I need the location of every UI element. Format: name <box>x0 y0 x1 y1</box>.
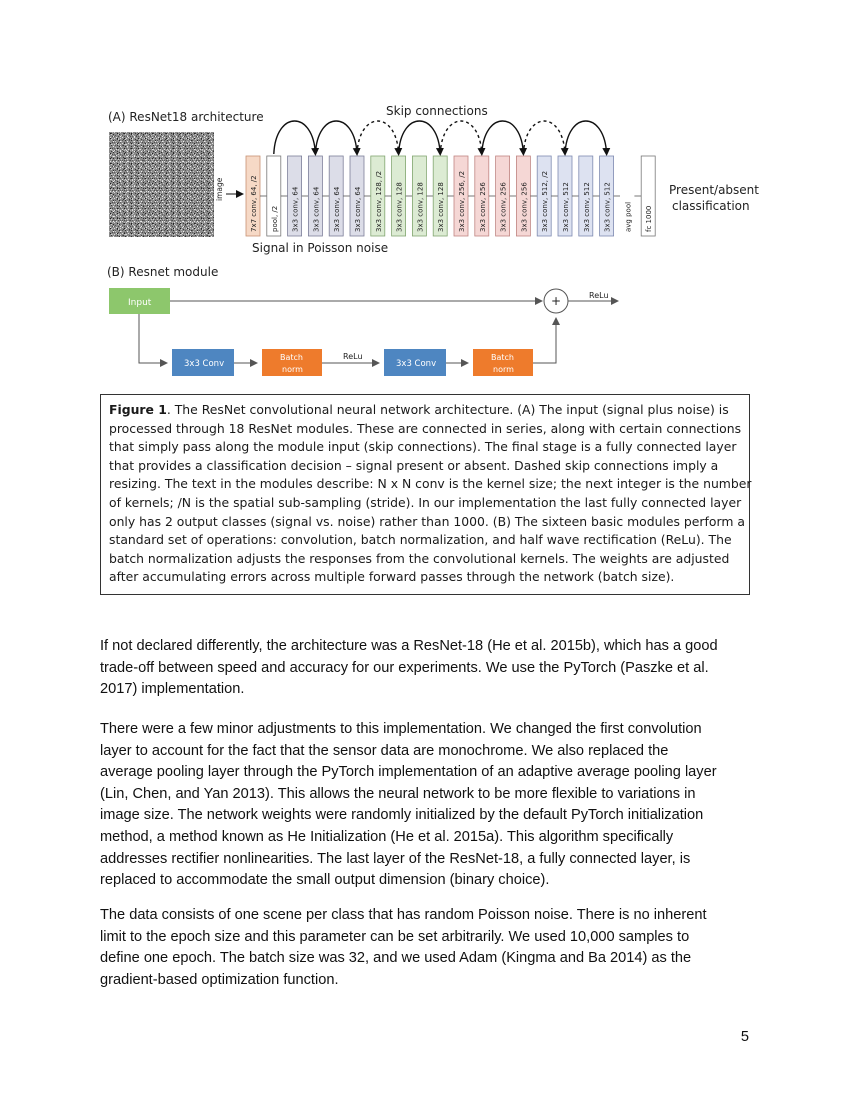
paragraph-line: addresses rectifier nonlinearities. The last layer of the ResNet-18, a fully connected layer, is <box>100 850 691 867</box>
layer-label: 3x3 conv, 256 <box>478 182 487 232</box>
skip-connection <box>274 121 316 154</box>
layer-label: 3x3 conv, 256 <box>499 182 508 232</box>
output-label-line1: Present/absent <box>669 183 759 197</box>
page-number: 5 <box>740 1029 749 1045</box>
caption-line-8: standard set of operations: convolution, batch normalization, and half wave rectification (ReLu). The <box>109 532 732 548</box>
layer-label: 3x3 conv, 512 <box>562 182 570 232</box>
layer-label: fc 1000 <box>645 205 654 232</box>
skip-connection <box>565 121 607 154</box>
bn2-label-line1: Batch <box>491 353 514 362</box>
paragraph-line: There were a few minor adjustments to this implementation. We changed the first convolution <box>100 721 702 737</box>
paragraph-line: average pooling layer through the PyTorch implementation of an adaptive average pooling layer <box>100 764 717 781</box>
skip-connection-dashed <box>440 121 482 154</box>
noise-image <box>109 132 214 237</box>
paragraph-line: (Lin, Chen, and Yan 2013). This allows the neural network to be more flexible to variations in <box>100 785 696 802</box>
add-node-symbol: + <box>551 294 562 308</box>
layer-label: avg pool <box>624 201 633 232</box>
layer-stack <box>246 156 655 236</box>
residual-path-up <box>533 319 556 363</box>
output-label-line2: classification <box>672 199 750 213</box>
layer-label: 3x3 conv, 256 <box>520 182 529 232</box>
bn1-label-line2: norm <box>282 365 303 374</box>
caption-line-10: after accumulating errors across multiple forward passes through the network (batch size). <box>109 569 675 585</box>
caption-line-4: that provides a classification decision – signal present or absent. Dashed skip connections imply a <box>109 457 719 473</box>
relu-out-label: ReLu <box>589 291 609 300</box>
skip-connection <box>482 121 524 154</box>
skip-connection-dashed <box>357 121 399 154</box>
paragraph-line: limit to the epoch size and this parameter can be set arbitrarily. We used 10,000 samples to <box>100 928 690 945</box>
skip-connections-label: Skip connections <box>386 104 488 118</box>
layer-label: 3x3 conv, 64 <box>354 186 362 232</box>
layer-label: 3x3 conv, 64 <box>333 186 342 232</box>
paragraph-line: The data consists of one scene per class that has random Poisson noise. There is no inherent <box>100 907 707 923</box>
caption-line-1 <box>109 401 741 420</box>
layer-label: 3x3 conv, 128 <box>416 182 425 232</box>
paragraph-line: If not declared differently, the architecture was a ResNet-18 (He et al. 2015b), which has a good <box>100 638 718 654</box>
paragraph-line: define one epoch. The batch size was 32, and we used Adam (Kingma and Ba 2014) as the <box>100 950 692 967</box>
paragraph-line: replaced to accommodate the small output dimension (binary choice). <box>100 872 550 889</box>
paragraph-line: image size. The network weights were randomly initialized by the default PyTorch initialization <box>100 807 704 824</box>
layer-label: 3x3 conv, 64 <box>291 186 300 232</box>
paragraph-line: layer to account for the fact that the sensor data are monochrome. We also replaced the <box>100 742 669 759</box>
caption-figure-label: Figure 1 <box>109 402 167 417</box>
panel-b-title: (B) Resnet module <box>107 265 219 279</box>
caption-line-9: batch normalization adjusts the responses from the convolutional kernels. The weights are adjusted <box>109 550 730 566</box>
skip-connection-dashed <box>523 121 565 154</box>
skip-connection <box>315 121 357 154</box>
residual-path-down <box>139 314 166 363</box>
layer-label: pool, /2 <box>270 205 279 232</box>
paragraph-1 <box>100 636 760 701</box>
paragraph-line: gradient-based optimization function. <box>100 971 339 988</box>
caption-line-2: processed through 18 ResNet modules. These are connected in series, along with certain connections <box>109 420 742 436</box>
caption-line-text: . The ResNet convolutional neural network architecture. (A) The input (signal plus noise) is <box>166 402 729 417</box>
layer-label: 3x3 conv, 512 <box>582 182 591 232</box>
layer-label: 3x3 conv, 256, /2 <box>458 170 466 232</box>
skip-connections <box>274 121 607 154</box>
figure-caption <box>100 394 750 595</box>
paragraph-line: 2017) implementation. <box>100 681 245 698</box>
relu-mid-label: ReLu <box>343 352 363 361</box>
conv1-label: 3x3 Conv <box>184 359 225 369</box>
bn1-label-line1: Batch <box>280 353 303 362</box>
paragraph-2 <box>100 719 760 892</box>
caption-line-3: that simply pass along the module input (skip connections). The final stage is a fully connected layer <box>109 439 737 455</box>
layer-label: 3x3 conv, 512 <box>603 182 612 232</box>
layer-label: 3x3 conv, 128 <box>437 182 446 232</box>
module-input-label: Input <box>128 298 152 308</box>
bn2-label-line2: norm <box>493 365 514 374</box>
skip-connection <box>399 121 441 154</box>
layer-label: 3x3 conv, 128, /2 <box>374 170 383 232</box>
conv2-label: 3x3 Conv <box>396 359 437 369</box>
figure-1 <box>0 0 850 400</box>
caption-line-7: only has 2 output classes (signal vs. noise) rather than 1000. (B) The sixteen basic modules perform a <box>109 513 745 529</box>
layer-label: 3x3 conv, 64 <box>312 186 321 232</box>
caption-line-6: of kernels; /N is the spatial sub-sampling (stride). In our implementation the last fully connected layer <box>109 494 742 510</box>
layer-label: 3x3 conv, 128 <box>395 182 404 232</box>
caption-line-5: resizing. The text in the modules describe: N x N conv is the kernel size; the next integer is the number <box>109 476 752 492</box>
paragraph-line: method, a method known as He Initialization (He et al. 2015a). This algorithm specifically <box>100 828 674 845</box>
layer-label: 7x7 conv, 64, /2 <box>250 175 258 232</box>
paragraph-line: trade-off between speed and accuracy for our experiments. We use the PyTorch (Paszke et al. <box>100 659 709 676</box>
panel-a-title: (A) ResNet18 architecture <box>108 110 264 124</box>
noise-label: Signal in Poisson noise <box>252 241 389 255</box>
layer-label: 3x3 conv, 512, /2 <box>541 170 550 232</box>
paragraph-3 <box>100 905 760 991</box>
image-label: image <box>215 177 224 201</box>
